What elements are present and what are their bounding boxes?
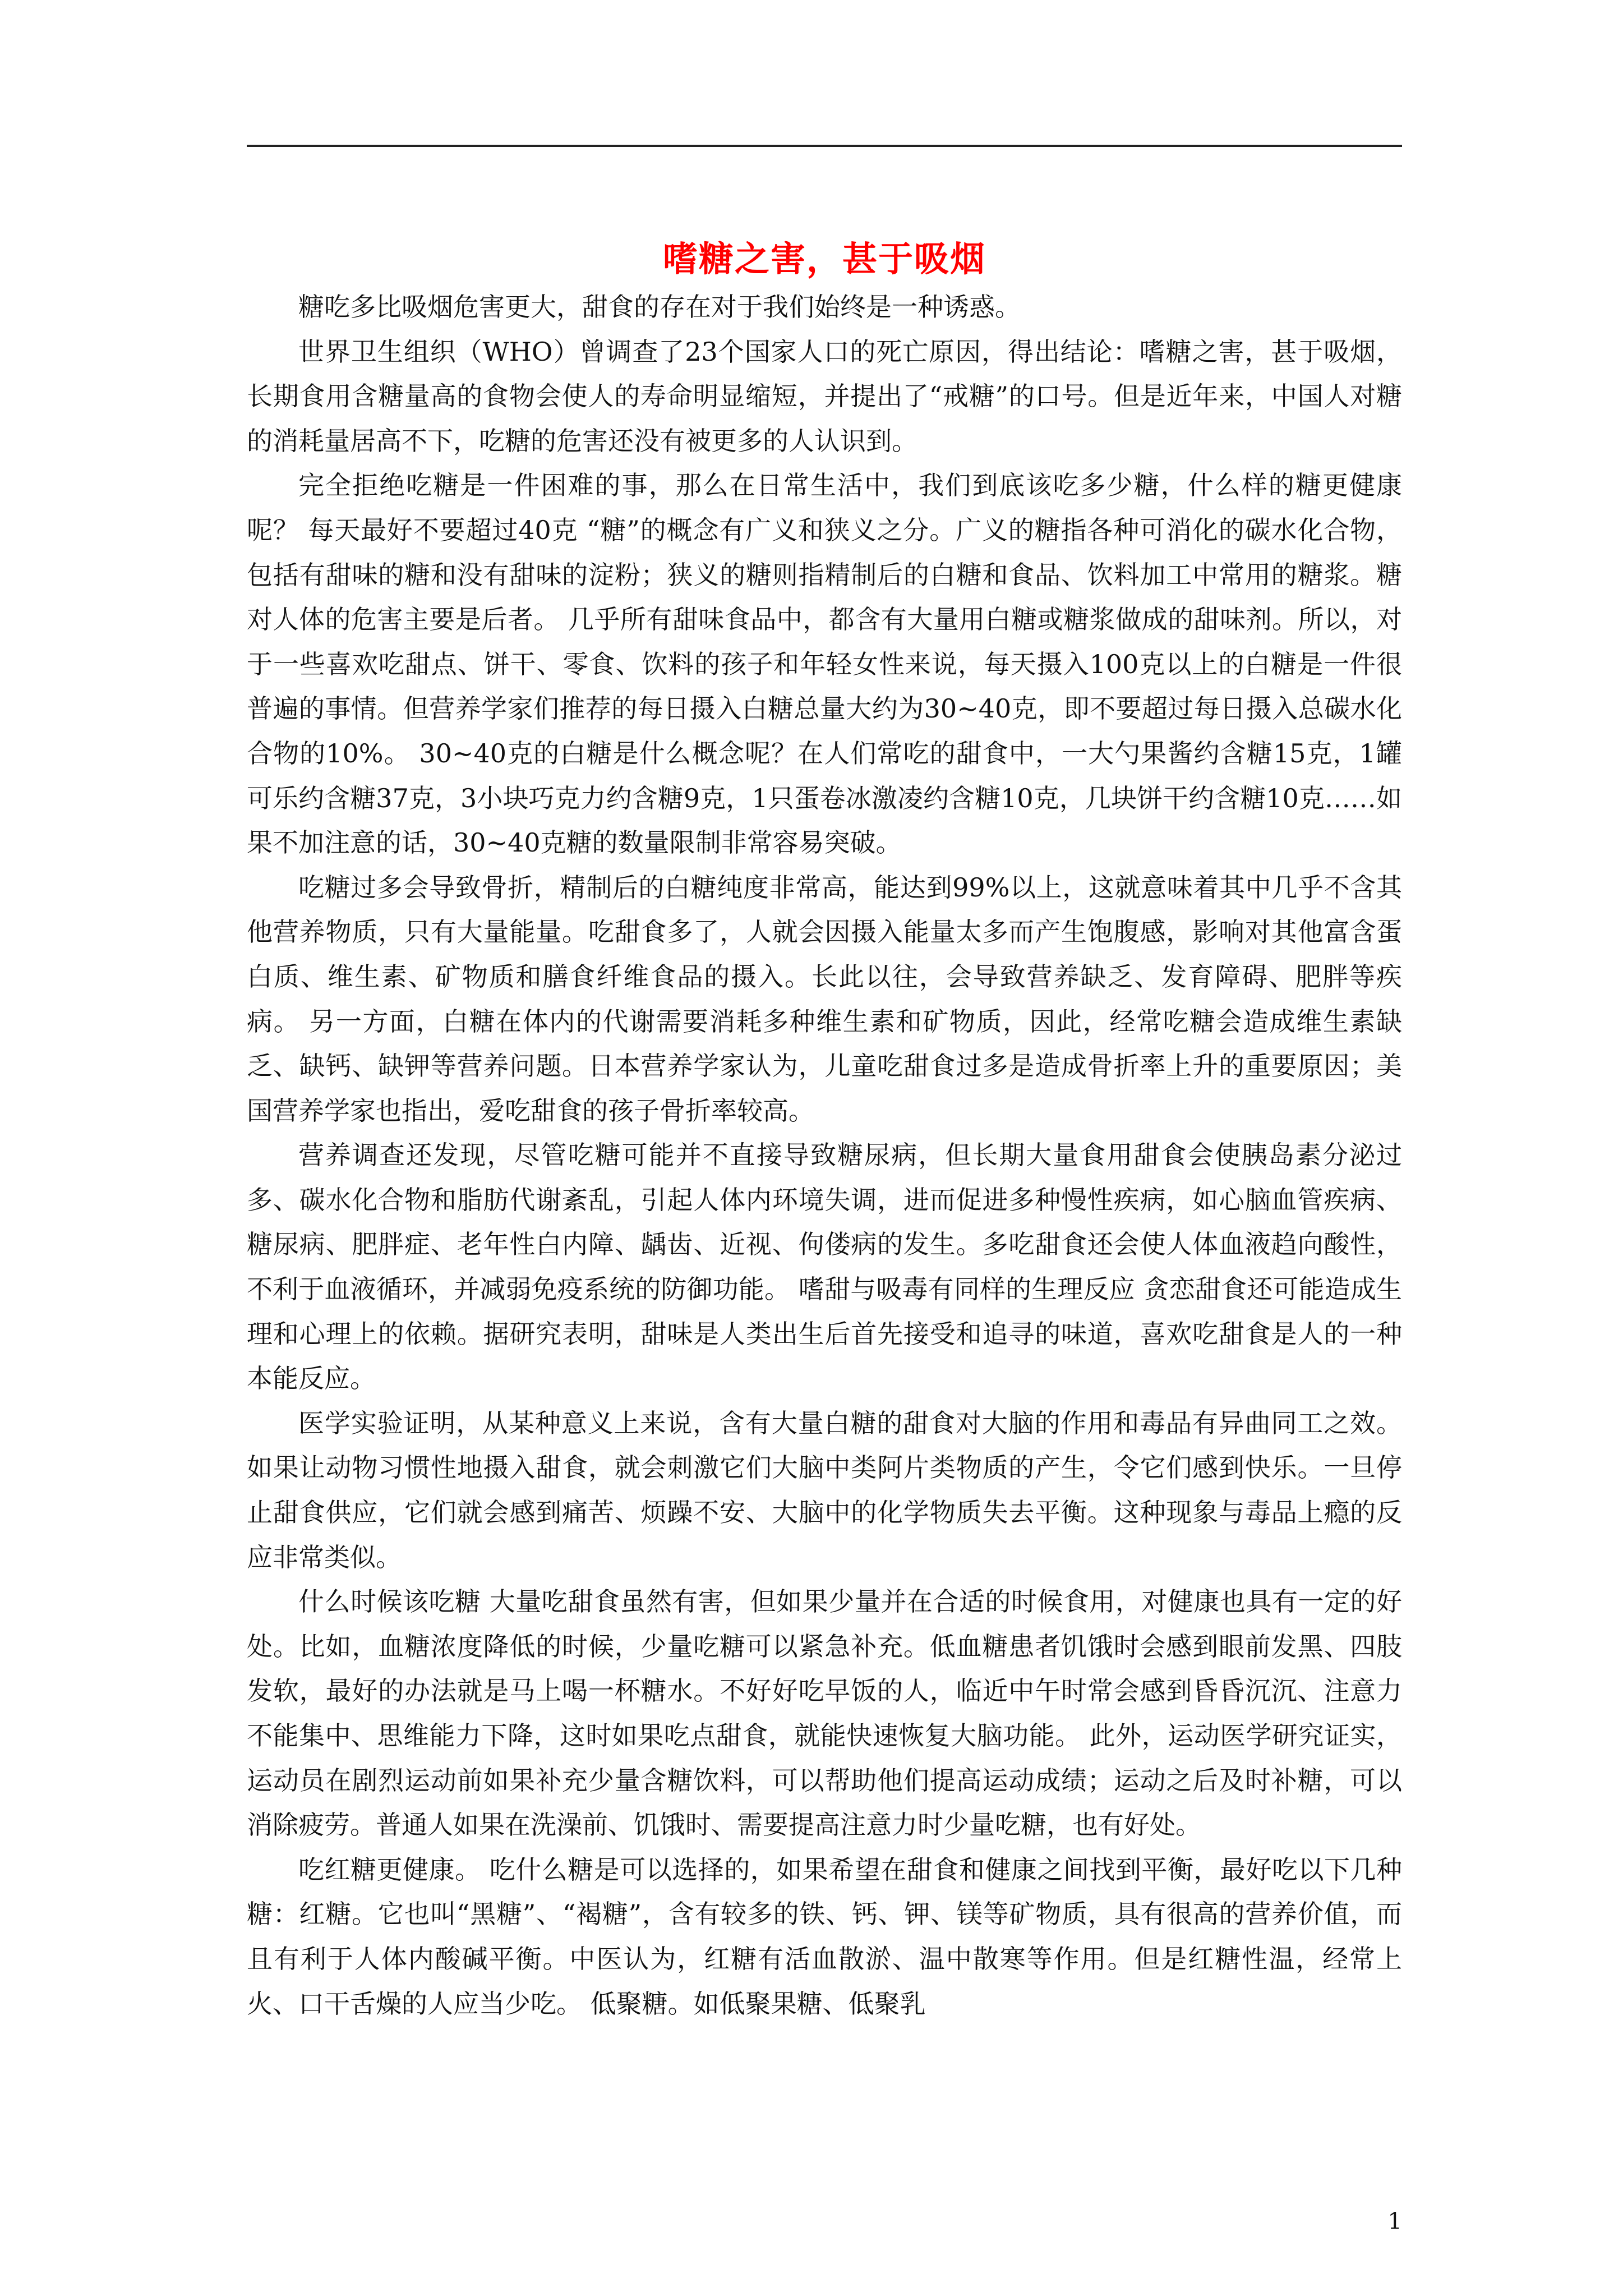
article-body: [247, 285, 1402, 2026]
paragraph-8: 吃红糖更健康。 吃什么糖是可以选择的，如果希望在甜食和健康之间找到平衡，最好吃以下几种糖：红糖。它也叫“黑糖”、“褐糖”，含有较多的铁、钙、钾、镁等矿物质，具有很高的营养价值，而且有利于人体内酸碱平衡。中医认为，红糖有活血散淤、温中散寒等作用。但是红糖性温，经常上火、口干舌燥的人应当少吃。 低聚糖。如低聚果糖、低聚乳: [247, 1854, 1402, 2019]
header-rule: [247, 145, 1402, 147]
paragraph-4: 吃糖过多会导致骨折，精制后的白糖纯度非常高，能达到99%以上，这就意味着其中几乎不含其他营养物质，只有大量能量。吃甜食多了，人就会因摄入能量太多而产生饱腹感，影响对其他富含蛋白质、维生素、矿物质和膳食纤维食品的摄入。长此以往，会导致营养缺乏、发育障碍、肥胖等疾病。 另一方面，白糖在体内的代谢需要消耗多种维生素和矿物质，因此，经常吃糖会造成维生素缺乏、缺钙、缺钾等营养问题。日本营养学家认为，儿童吃甜食过多是造成骨折率上升的重要原因；美国营养学家也指出，爱吃甜食的孩子骨折率较高。: [247, 872, 1402, 1126]
paragraph-6: 医学实验证明，从某种意义上来说，含有大量白糖的甜食对大脑的作用和毒品有异曲同工之效。如果让动物习惯性地摄入甜食，就会刺激它们大脑中类阿片类物质的产生，令它们感到快乐。一旦停止甜食供应，它们就会感到痛苦、烦躁不安、大脑中的化学物质失去平衡。这种现象与毒品上瘾的反应非常类似。: [247, 1407, 1402, 1572]
article-title: 嗜糖之害，甚于吸烟: [662, 238, 986, 279]
page-number: 1: [1387, 2208, 1402, 2234]
paragraph-3: 完全拒绝吃糖是一件困难的事，那么在日常生活中，我们到底该吃多少糖，什么样的糖更健康呢？ 每天最好不要超过40克 “糖”的概念有广义和狭义之分。广义的糖指各种可消化的碳水化合物，包括有甜味的糖和没有甜味的淀粉；狭义的糖则指精制后的白糖和食品、饮料加工中常用的糖浆。糖对人体的危害主要是后者。 几乎所有甜味食品中，都含有大量用白糖或糖浆做成的甜味剂。所以，对于一些喜欢吃甜点、饼干、零食、饮料的孩子和年轻女性来说，每天摄入100克以上的白糖是一件很普遍的事情。但营养学家们推荐的每日摄入白糖总量大约为30~40克，即不要超过每日摄入总碳水化合物的10%。 30~40克的白糖是什么概念呢？在人们常吃的甜食中，一大勺果酱约含糖15克，1罐可乐约含糖37克，3小块巧克力约含糖9克，1只蛋卷冰激凌约含糖10克，几块饼干约含糖10克……如果不加注意的话，30~40克糖的数量限制非常容易突破。: [247, 470, 1402, 858]
paragraph-7: 什么时候该吃糖 大量吃甜食虽然有害，但如果少量并在合适的时候食用，对健康也具有一定的好处。比如，血糖浓度降低的时候，少量吃糖可以紧急补充。低血糖患者饥饿时会感到眼前发黑、四肢发软，最好的办法就是马上喝一杯糖水。不好好吃早饭的人，临近中午时常会感到昏昏沉沉、注意力不能集中、思维能力下降，这时如果吃点甜食，就能快速恢复大脑功能。 此外，运动医学研究证实，运动员在剧烈运动前如果补充少量含糖饮料，可以帮助他们提高运动成绩；运动之后及时补糖，可以消除疲劳。普通人如果在洗澡前、饥饿时、需要提高注意力时少量吃糖，也有好处。: [247, 1586, 1402, 1841]
paragraph-1: 糖吃多比吸烟危害更大，甜食的存在对于我们始终是一种诱惑。: [298, 292, 1021, 322]
paragraph-5: 营养调查还发现，尽管吃糖可能并不直接导致糖尿病，但长期大量食用甜食会使胰岛素分泌过多、碳水化合物和脂肪代谢紊乱，引起人体内环境失调，进而促进多种慢性疾病，如心脑血管疾病、糖尿病、肥胖症、老年性白内障、龋齿、近视、佝偻病的发生。多吃甜食还会使人体血液趋向酸性，不利于血液循环，并减弱免疫系统的防御功能。 嗜甜与吸毒有同样的生理反应 贪恋甜食还可能造成生理和心理上的依赖。据研究表明，甜味是人类出生后首先接受和追寻的味道，喜欢吃甜食是人的一种本能反应。: [247, 1140, 1402, 1394]
paragraph-2: 世界卫生组织（WHO）曾调查了23个国家人口的死亡原因，得出结论：嗜糖之害，甚于吸烟，长期食用含糖量高的食物会使人的寿命明显缩短，并提出了“戒糖”的口号。但是近年来，中国人对糖的消耗量居高不下，吃糖的危害还没有被更多的人认识到。: [247, 336, 1402, 456]
